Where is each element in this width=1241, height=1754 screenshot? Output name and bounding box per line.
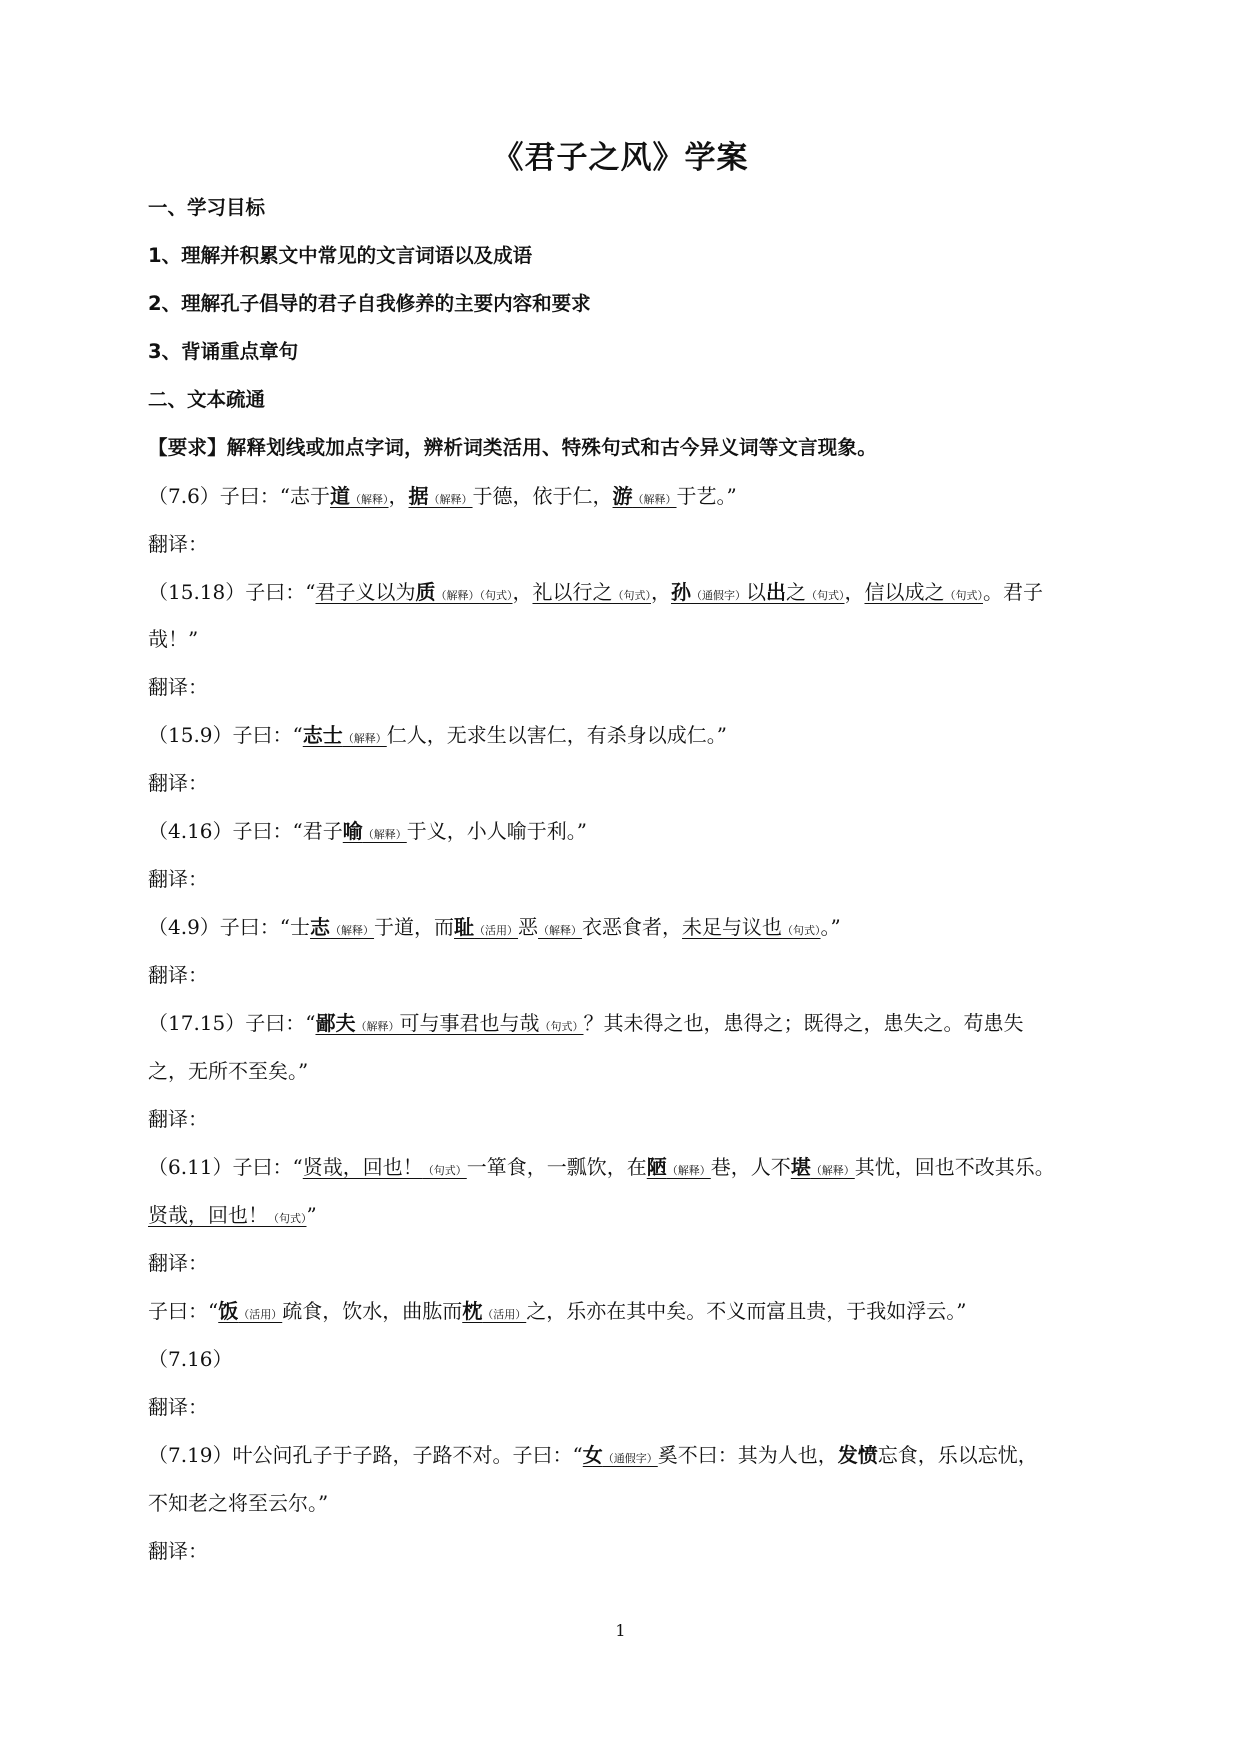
annotated-sentence: 信以成之（句式） xyxy=(864,580,983,604)
annotated-word: 喻（解释） xyxy=(342,819,407,843)
emphasized-word: 发愤 xyxy=(837,1443,878,1467)
translate-label: 翻译： xyxy=(148,771,208,795)
annotated-sentence: 贤哉，回也！（句式） xyxy=(148,1203,307,1227)
annotated-word: 游（解释） xyxy=(612,484,677,508)
passage-number: （7.16） xyxy=(148,1347,233,1371)
passage-7-16: 子曰：“饭（活用）疏食，饮水，曲肱而枕（活用）之，乐亦在其中矣。不义而富且贵，于我如浮云。” xyxy=(148,1299,967,1323)
page-number: 1 xyxy=(615,1621,626,1640)
goal-item: 1、理解并积累文中常见的文言词语以及成语 xyxy=(148,244,533,267)
translate-label: 翻译： xyxy=(148,1107,208,1131)
passage-4-16: （4.16）子曰：“君子喻（解释）于义，小人喻于利。” xyxy=(148,819,587,843)
passage-7-6: （7.6）子曰：“志于道（解释），据（解释）于德，依于仁，游（解释）于艺。” xyxy=(148,484,737,508)
passage-continuation: 贤哉，回也！（句式）” xyxy=(148,1203,317,1227)
passage-text: （7.6）子曰：“志于 xyxy=(148,484,331,508)
annotated-word: 女（通假字） xyxy=(582,1443,658,1467)
translate-label: 翻译： xyxy=(148,1539,208,1563)
annotated-word: 志士（解释） xyxy=(302,723,387,747)
section-heading-goals: 一、学习目标 xyxy=(148,196,266,219)
annotated-sentence: 未足与议也（句式） xyxy=(682,915,821,939)
annotated-word: 据（解释） xyxy=(408,484,473,508)
annotated-sentence: 贤哉，回也！（句式） xyxy=(302,1155,467,1179)
passage-6-11: （6.11）子曰：“贤哉，回也！（句式）一箪食，一瓢饮，在陋（解释）巷，人不堪（解释）其忧，回也不改其乐。 xyxy=(148,1155,1055,1179)
annotated-word: 陋（解释） xyxy=(646,1155,711,1179)
passage-continuation: 哉！” xyxy=(148,627,199,651)
annotated-word: 枕（活用） xyxy=(462,1299,527,1323)
passage-7-19: （7.19）叶公问孔子于子路，子路不对。子曰：“女（通假字）奚不曰：其为人也，发愤忘食，乐以忘忧， xyxy=(148,1443,1038,1467)
translate-label: 翻译： xyxy=(148,867,208,891)
translate-label: 翻译： xyxy=(148,675,208,699)
annotated-word: 道（解释） xyxy=(330,484,389,508)
passage-continuation: 不知老之将至云尔。” xyxy=(148,1491,329,1515)
translate-label: 翻译： xyxy=(148,1251,208,1275)
goal-item: 2、理解孔子倡导的君子自我修养的主要内容和要求 xyxy=(148,292,591,315)
passage-4-9: （4.9）子曰：“士志（解释）于道，而耻（活用）恶（解释）衣恶食者，未足与议也（句式）。” xyxy=(148,915,841,939)
section-heading-text: 二、文本疏通 xyxy=(148,388,266,411)
translate-label: 翻译： xyxy=(148,532,208,556)
requirement-text: 【要求】解释划线或加点字词，辨析词类活用、特殊句式和古今异义词等文言现象。 xyxy=(148,436,877,459)
annotated-sentence: 鄙夫（解释）可与事君也与哉（句式） xyxy=(315,1011,584,1035)
translate-label: 翻译： xyxy=(148,963,208,987)
annotated-sentence: 孙（通假字）以出之（句式） xyxy=(670,580,845,604)
passage-15-18: （15.18）子曰：“君子义以为质（解释）（句式），礼以行之（句式），孙（通假字）以出之（句式），信以成之（句式）。君子 xyxy=(148,580,1043,604)
annotated-word: 饭（活用） xyxy=(218,1299,283,1323)
page-title: 《君子之风》学案 xyxy=(492,140,749,176)
annotated-word: （解释） xyxy=(538,924,583,937)
passage-continuation: 之，无所不至矣。” xyxy=(148,1059,309,1083)
annotated-word: 耻（活用） xyxy=(454,915,519,939)
passage-15-9: （15.9）子曰：“志士（解释）仁人，无求生以害仁，有杀身以成仁。” xyxy=(148,723,727,747)
annotated-sentence: 礼以行之（句式） xyxy=(532,580,651,604)
annotated-word: 堪（解释） xyxy=(790,1155,855,1179)
annotated-word: 志（解释） xyxy=(310,915,375,939)
translate-label: 翻译： xyxy=(148,1395,208,1419)
passage-17-15: （17.15）子曰：“鄙夫（解释）可与事君也与哉（句式）？其未得之也，患得之；既得之，患失之。苟患失 xyxy=(148,1011,1024,1035)
annotated-sentence: 君子义以为质（解释）（句式） xyxy=(315,580,513,604)
goal-item: 3、背诵重点章句 xyxy=(148,340,299,363)
